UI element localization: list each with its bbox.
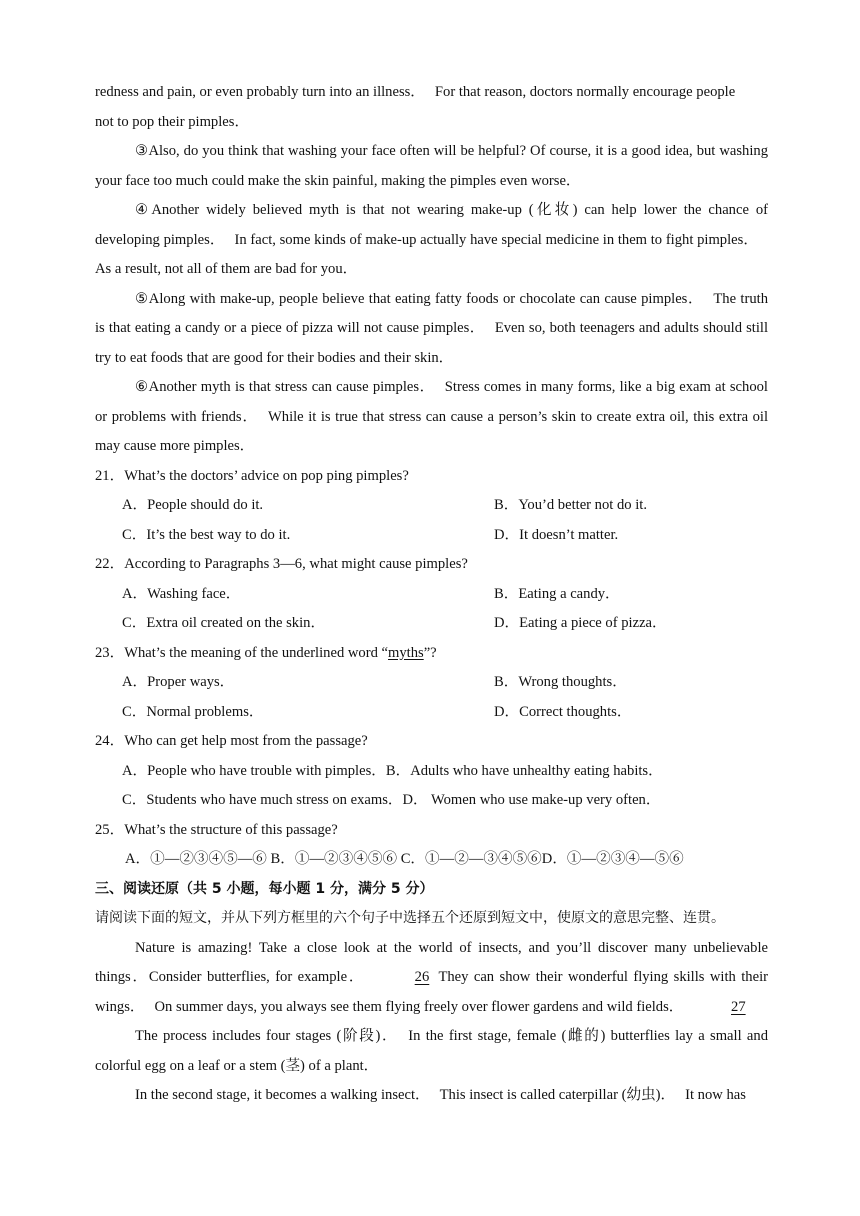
option-23-d[interactable]: D．Correct thoughts．: [494, 703, 632, 720]
text-line: This insect is called caterpillar (幼虫)．: [439, 1087, 676, 1103]
question-23-options-row1: [95, 668, 768, 698]
question-22: 22．According to Paragraphs 3—6, what might cause pimples?: [95, 556, 468, 572]
blank-26[interactable]: 26: [414, 969, 430, 985]
text-line: They can show their wonderful flying skills with their wings．: [95, 969, 768, 1015]
question-24-options-row2: [95, 786, 768, 816]
cloze-paragraph-2: [95, 1022, 768, 1081]
question-22-options-row2: [95, 609, 768, 639]
option-21-d[interactable]: D．It doesn’t matter.: [494, 526, 619, 543]
option-23-a[interactable]: A．Proper ways．: [122, 674, 235, 690]
option-25-d[interactable]: D．①—②③④—⑤⑥: [541, 851, 684, 867]
option-24-d[interactable]: D． Women who use make-up very often．: [402, 792, 661, 808]
question-text: ”?: [423, 644, 437, 661]
text-line: The process includes four stages (阶段)．: [135, 1028, 399, 1044]
blank-27[interactable]: 27: [731, 998, 746, 1015]
text-line: redness and pain, or even probably turn into an illness．: [95, 84, 425, 100]
passage-paragraph-5: [95, 285, 768, 374]
passage-paragraph-6: [95, 373, 768, 462]
question-25: 25．What’s the structure of this passage?: [95, 821, 338, 838]
text-line: As a result, not all of them are bad for you．: [95, 261, 358, 277]
option-25-a[interactable]: A．①—②③④⑤—⑥: [125, 851, 271, 867]
question-21-options-row2: [95, 521, 768, 551]
option-22-c[interactable]: C．Extra oil created on the skin．: [122, 615, 326, 631]
text-line: not to pop their pimples．: [95, 113, 250, 130]
passage-paragraph-2-end: [95, 78, 768, 137]
option-24-c[interactable]: C．Students who have much stress on exams．: [122, 792, 403, 808]
question-23-options-row2: [95, 698, 768, 728]
passage-paragraph-4: [95, 196, 768, 285]
option-24-a[interactable]: A．People who have trouble with pimples．: [122, 762, 386, 779]
option-22-d[interactable]: D．Eating a piece of pizza．: [494, 615, 667, 631]
option-25-c[interactable]: C．①—②—③④⑤⑥: [400, 851, 542, 867]
text-line: In the first stage, female (雌的) butterflies lay a small and colorful egg on a leaf or a stem (茎) of a plant．: [95, 1028, 768, 1074]
text-line: Stress comes in many forms, like a big exam at school or problems with friends．: [95, 379, 768, 425]
question-23: [95, 639, 768, 669]
text-line: The truth is that eating a candy or a piece of pizza will not cause pimples．: [95, 290, 768, 336]
question-text: 23．What’s the meaning of the underlined word “: [95, 644, 389, 661]
question-21: 21．What’s the doctors’ advice on pop ping pimples?: [95, 467, 409, 484]
text-line: While it is true that stress can cause a person’s skin to create extra oil, this extra oil may cause more pimples．: [95, 408, 769, 454]
text-line: In fact, some kinds of make-up actually have special medicine in them to fight pimples．: [234, 231, 758, 248]
option-21-b[interactable]: B．You’d better not do it.: [494, 497, 647, 513]
question-24: 24．Who can get help most from the passage?: [95, 733, 368, 749]
cloze-paragraph-1: [95, 934, 768, 1023]
text-line: ⑤Along with make-up, people believe that eating fatty foods or chocolate can cause pimples．: [135, 290, 704, 307]
text-line: Even so, both teenagers and adults should still try to eat foods that are good for their bodies and their skin．: [95, 320, 768, 366]
cloze-paragraph-3: [95, 1081, 768, 1111]
document-page: [95, 78, 768, 1111]
passage-paragraph-3: ③Also, do you think that washing your face often will be helpful? Of course, it is a good idea, but washing your face too much could make the skin painful, making the pimples even worse．: [95, 143, 768, 189]
option-24-b[interactable]: B．Adults who have unhealthy eating habits．: [385, 762, 663, 779]
question-21-options-row1: [95, 491, 768, 521]
text-line: In the second stage, it becomes a walking insect．: [135, 1087, 430, 1103]
option-21-a[interactable]: A．People should do it.: [122, 497, 264, 513]
text-line: Nature is amazing! Take a close look at the world of insects, and you’ll discover many unbelievable things．Consider butterflies, for example．: [95, 939, 768, 985]
text-line: For that reason, doctors normally encourage people: [434, 84, 736, 100]
option-23-c[interactable]: C．Normal problems．: [122, 703, 264, 720]
section-heading: 三、阅读还原（共 5 小题，每小题 1 分，满分 5 分）: [95, 880, 434, 897]
text-line: It now has: [685, 1087, 746, 1103]
option-22-a[interactable]: A．Washing face．: [122, 585, 241, 602]
section-instructions: 请阅读下面的短文，并从下列方框里的六个句子中选择五个还原到短文中，使原文的意思完整、连贯。: [95, 910, 725, 926]
option-23-b[interactable]: B．Wrong thoughts．: [494, 674, 627, 690]
question-25-options: [95, 845, 768, 875]
question-22-options-row1: [95, 580, 768, 610]
option-22-b[interactable]: B．Eating a candy．: [494, 585, 620, 602]
text-line: ⑥Another myth is that stress can cause pimples．: [135, 379, 435, 395]
text-line: ④Another widely believed myth is that not wearing make-up (化妆) can help lower the chance of developing pimples．: [95, 202, 768, 248]
text-line: On summer days, you always see them flying freely over flower gardens and wild fields．: [154, 998, 684, 1015]
option-21-c[interactable]: C．It’s the best way to do it.: [122, 526, 291, 543]
option-25-b[interactable]: B．①—②③④⑤⑥: [270, 851, 401, 867]
question-24-options-row1: [95, 757, 768, 787]
underlined-word: myths: [388, 644, 424, 661]
